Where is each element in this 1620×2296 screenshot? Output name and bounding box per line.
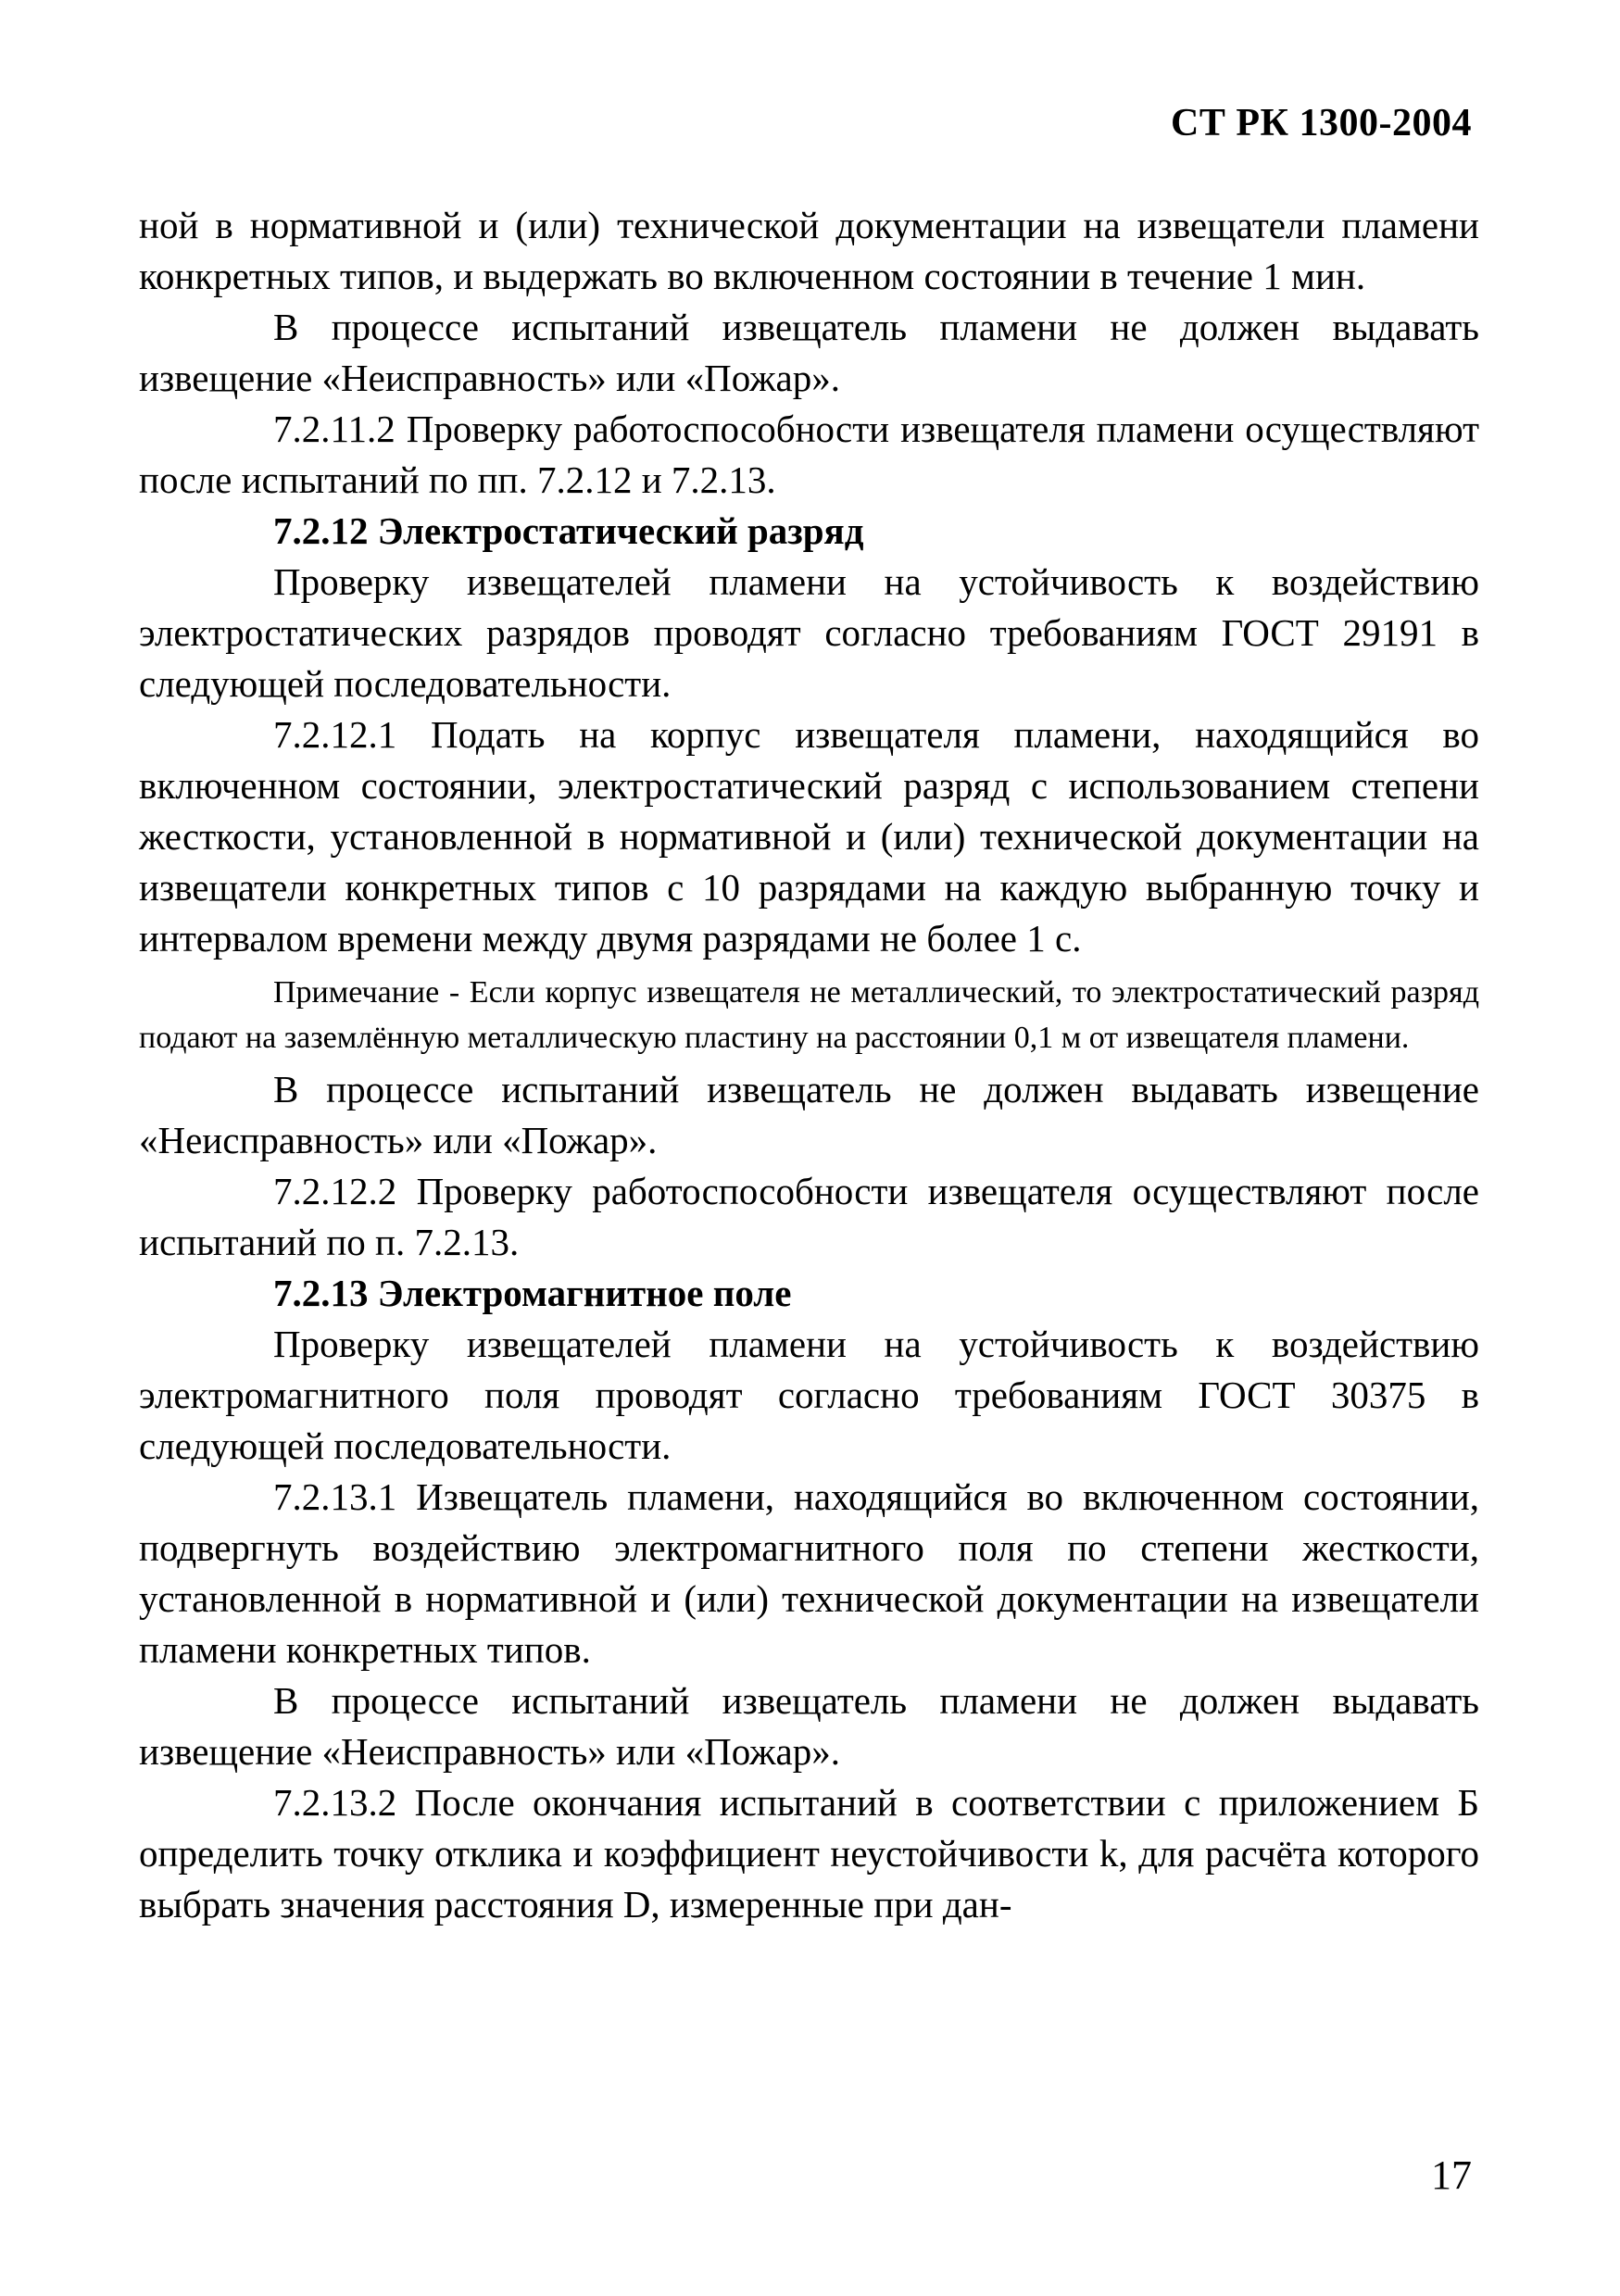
paragraph-7-2-12-2: 7.2.12.2 Проверку работоспособности извещателя осуществляют после испытаний по п. 7.2.13. xyxy=(139,1170,1479,1263)
paragraph: В процессе испытаний извещатель пламени не должен выдавать извещение «Неисправность» или «Пожар». xyxy=(139,1679,1479,1773)
section-heading-7-2-13: 7.2.13 Электромагнитное поле xyxy=(273,1272,792,1314)
document-body xyxy=(139,200,1479,1930)
document-code: СТ РК 1300-2004 xyxy=(1171,102,1472,144)
paragraph: В процессе испытаний извещатель пламени не должен выдавать извещение «Неисправность» или «Пожар». xyxy=(139,306,1479,399)
note-paragraph: Примечание - Если корпус извещателя не металлический, то электростатический разряд подают на заземлённую металлическую пластину на расстоянии 0,1 м от извещателя пламени. xyxy=(139,975,1479,1055)
section-heading-7-2-12: 7.2.12 Электростатический разряд xyxy=(273,509,864,552)
paragraph-continuation: ной в нормативной и (или) технической документации на извещатели пламени конкретных типов, и выдержать во включенном состоянии в течение 1 мин. xyxy=(139,204,1479,297)
paragraph: Проверку извещателей пламени на устойчивость к воздействию электромагнитного поля проводят согласно требованиям ГОСТ 30375 в следующей последовательности. xyxy=(139,1323,1479,1467)
paragraph-7-2-12-1: 7.2.12.1 Подать на корпус извещателя пламени, находящийся во включенном состоянии, электростатический разряд с использованием степени жесткости, установленной в нормативной и (или) технической документации на извещатели конкретных типов с 10 разрядами на каждую выбранную точку и интервалом времени между двумя разрядами не более 1 с. xyxy=(139,713,1479,960)
paragraph: В процессе испытаний извещатель не должен выдавать извещение «Неисправность» или «Пожар». xyxy=(139,1068,1479,1161)
paragraph-7-2-11-2: 7.2.11.2 Проверку работоспособности извещателя пламени осуществляют после испытаний по пп. 7.2.12 и 7.2.13. xyxy=(139,408,1479,501)
paragraph: Проверку извещателей пламени на устойчивость к воздействию электростатических разрядов проводят согласно требованиям ГОСТ 29191 в следующей последовательности. xyxy=(139,560,1479,705)
paragraph-7-2-13-1: 7.2.13.1 Извещатель пламени, находящийся во включенном состоянии, подвергнуть воздействию электромагнитного поля по степени жесткости, установленной в нормативной и (или) технической документации на извещатели пламени конкретных типов. xyxy=(139,1475,1479,1671)
paragraph-7-2-13-2: 7.2.13.2 После окончания испытаний в соответствии с приложением Б определить точку отклика и коэффициент неустойчивости k, для расчёта которого выбрать значения расстояния D, измеренные при дан- xyxy=(139,1781,1479,1926)
page-number: 17 xyxy=(1431,2152,1472,2198)
